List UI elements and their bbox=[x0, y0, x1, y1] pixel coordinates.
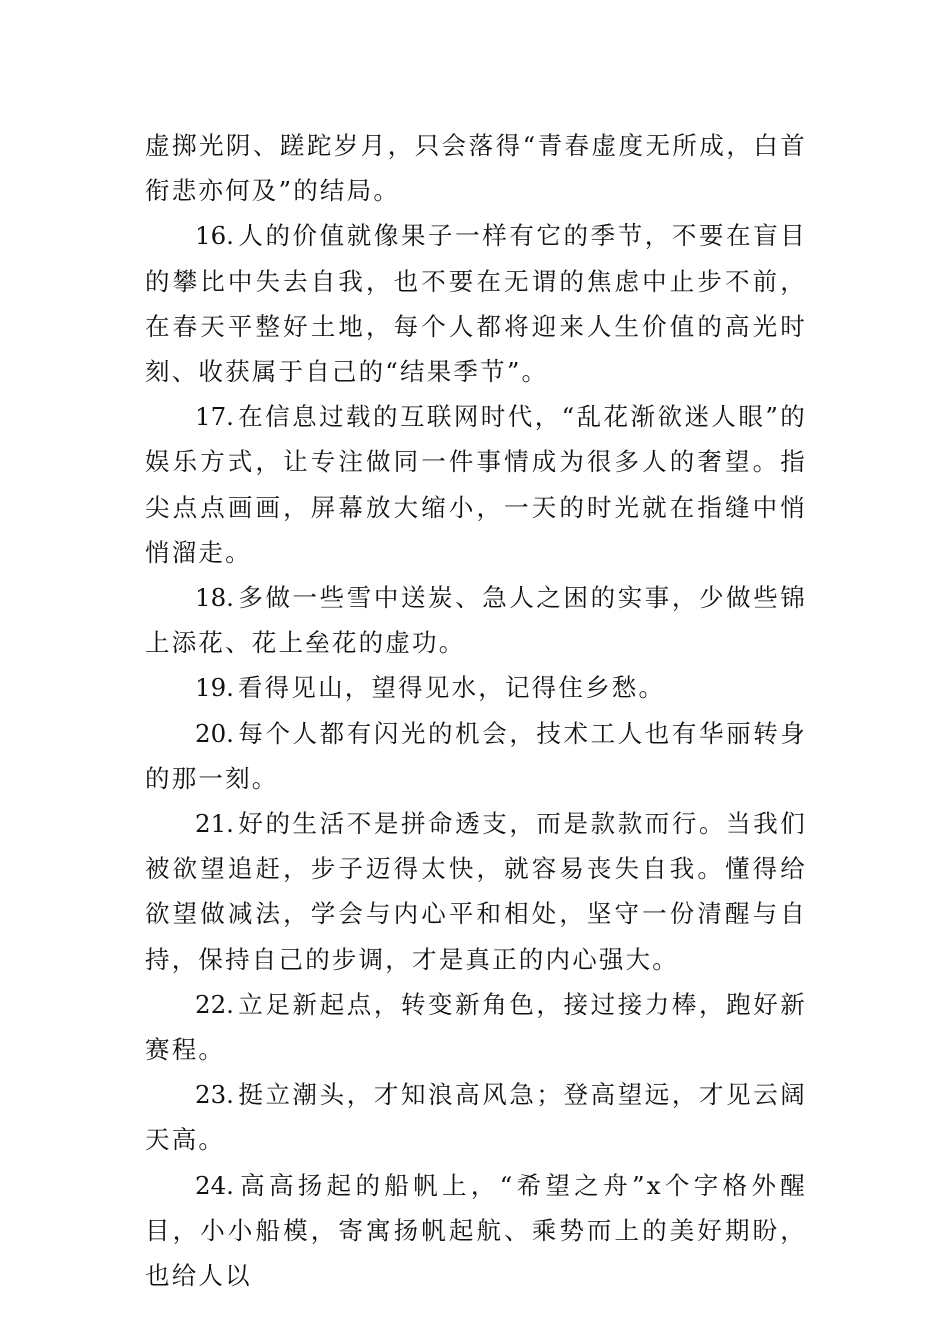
paragraph-text: 挺立潮头，才知浪高风急；登高望远，才见云阔天高。 bbox=[145, 1080, 807, 1155]
paragraph-20 bbox=[145, 711, 807, 801]
paragraph-text: 在信息过载的互联网时代，“乱花渐欲迷人眼”的娱乐方式，让专注做同一件事情成为很多人的奢望。指尖点点画画，屏幕放大缩小，一天的时光就在指缝中悄悄溜走。 bbox=[145, 402, 807, 567]
paragraph-number: 23. bbox=[195, 1080, 234, 1110]
paragraph-16 bbox=[145, 213, 807, 394]
paragraph-number: 16. bbox=[195, 221, 234, 251]
paragraph-text: 看得见山，望得见水，记得住乡愁。 bbox=[237, 673, 666, 703]
paragraph-text: 高高扬起的船帆上，“希望之舟”x个字格外醒目，小小船模，寄寓扬帆起航、乘势而上的美好期盼，也给人以 bbox=[145, 1170, 807, 1291]
paragraph-21 bbox=[145, 801, 807, 982]
paragraph-23 bbox=[145, 1072, 807, 1162]
paragraph-number: 22. bbox=[195, 989, 234, 1019]
paragraph-number: 24. bbox=[195, 1170, 234, 1200]
paragraph-18 bbox=[145, 575, 807, 665]
paragraph-continuation bbox=[145, 123, 807, 213]
paragraph-text: 多做一些雪中送炭、急人之困的实事，少做些锦上添花、花上垒花的虚功。 bbox=[145, 583, 807, 658]
paragraph-number: 21. bbox=[195, 809, 234, 839]
paragraph-number: 19. bbox=[195, 673, 234, 703]
paragraph-text: 人的价值就像果子一样有它的季节，不要在盲目的攀比中失去自我，也不要在无谓的焦虑中止步不前，在春天平整好土地，每个人都将迎来人生价值的高光时刻、收获属于自己的“结果季节”。 bbox=[145, 221, 807, 387]
paragraph-number: 18. bbox=[195, 583, 234, 613]
document-page bbox=[145, 123, 807, 1298]
paragraph-number: 20. bbox=[195, 718, 234, 748]
paragraph-17 bbox=[145, 394, 807, 575]
paragraph-22 bbox=[145, 982, 807, 1072]
paragraph-24 bbox=[145, 1163, 807, 1299]
paragraph-text: 好的生活不是拼命透支，而是款款而行。当我们被欲望追赶，步子迈得太快，就容易丧失自我。懂得给欲望做减法，学会与内心平和相处，坚守一份清醒与自持，保持自己的步调，才是真正的内心强大。 bbox=[145, 809, 807, 974]
paragraph-text: 每个人都有闪光的机会，技术工人也有华丽转身的那一刻。 bbox=[145, 718, 807, 793]
paragraph-number: 17. bbox=[195, 402, 234, 432]
paragraph-text: 立足新起点，转变新角色，接过接力棒，跑好新赛程。 bbox=[145, 989, 807, 1065]
paragraph-text: 虚掷光阴、蹉跎岁月，只会落得“青春虚度无所成，白首衔悲亦何及”的结局。 bbox=[145, 131, 807, 206]
paragraph-19 bbox=[145, 665, 807, 710]
